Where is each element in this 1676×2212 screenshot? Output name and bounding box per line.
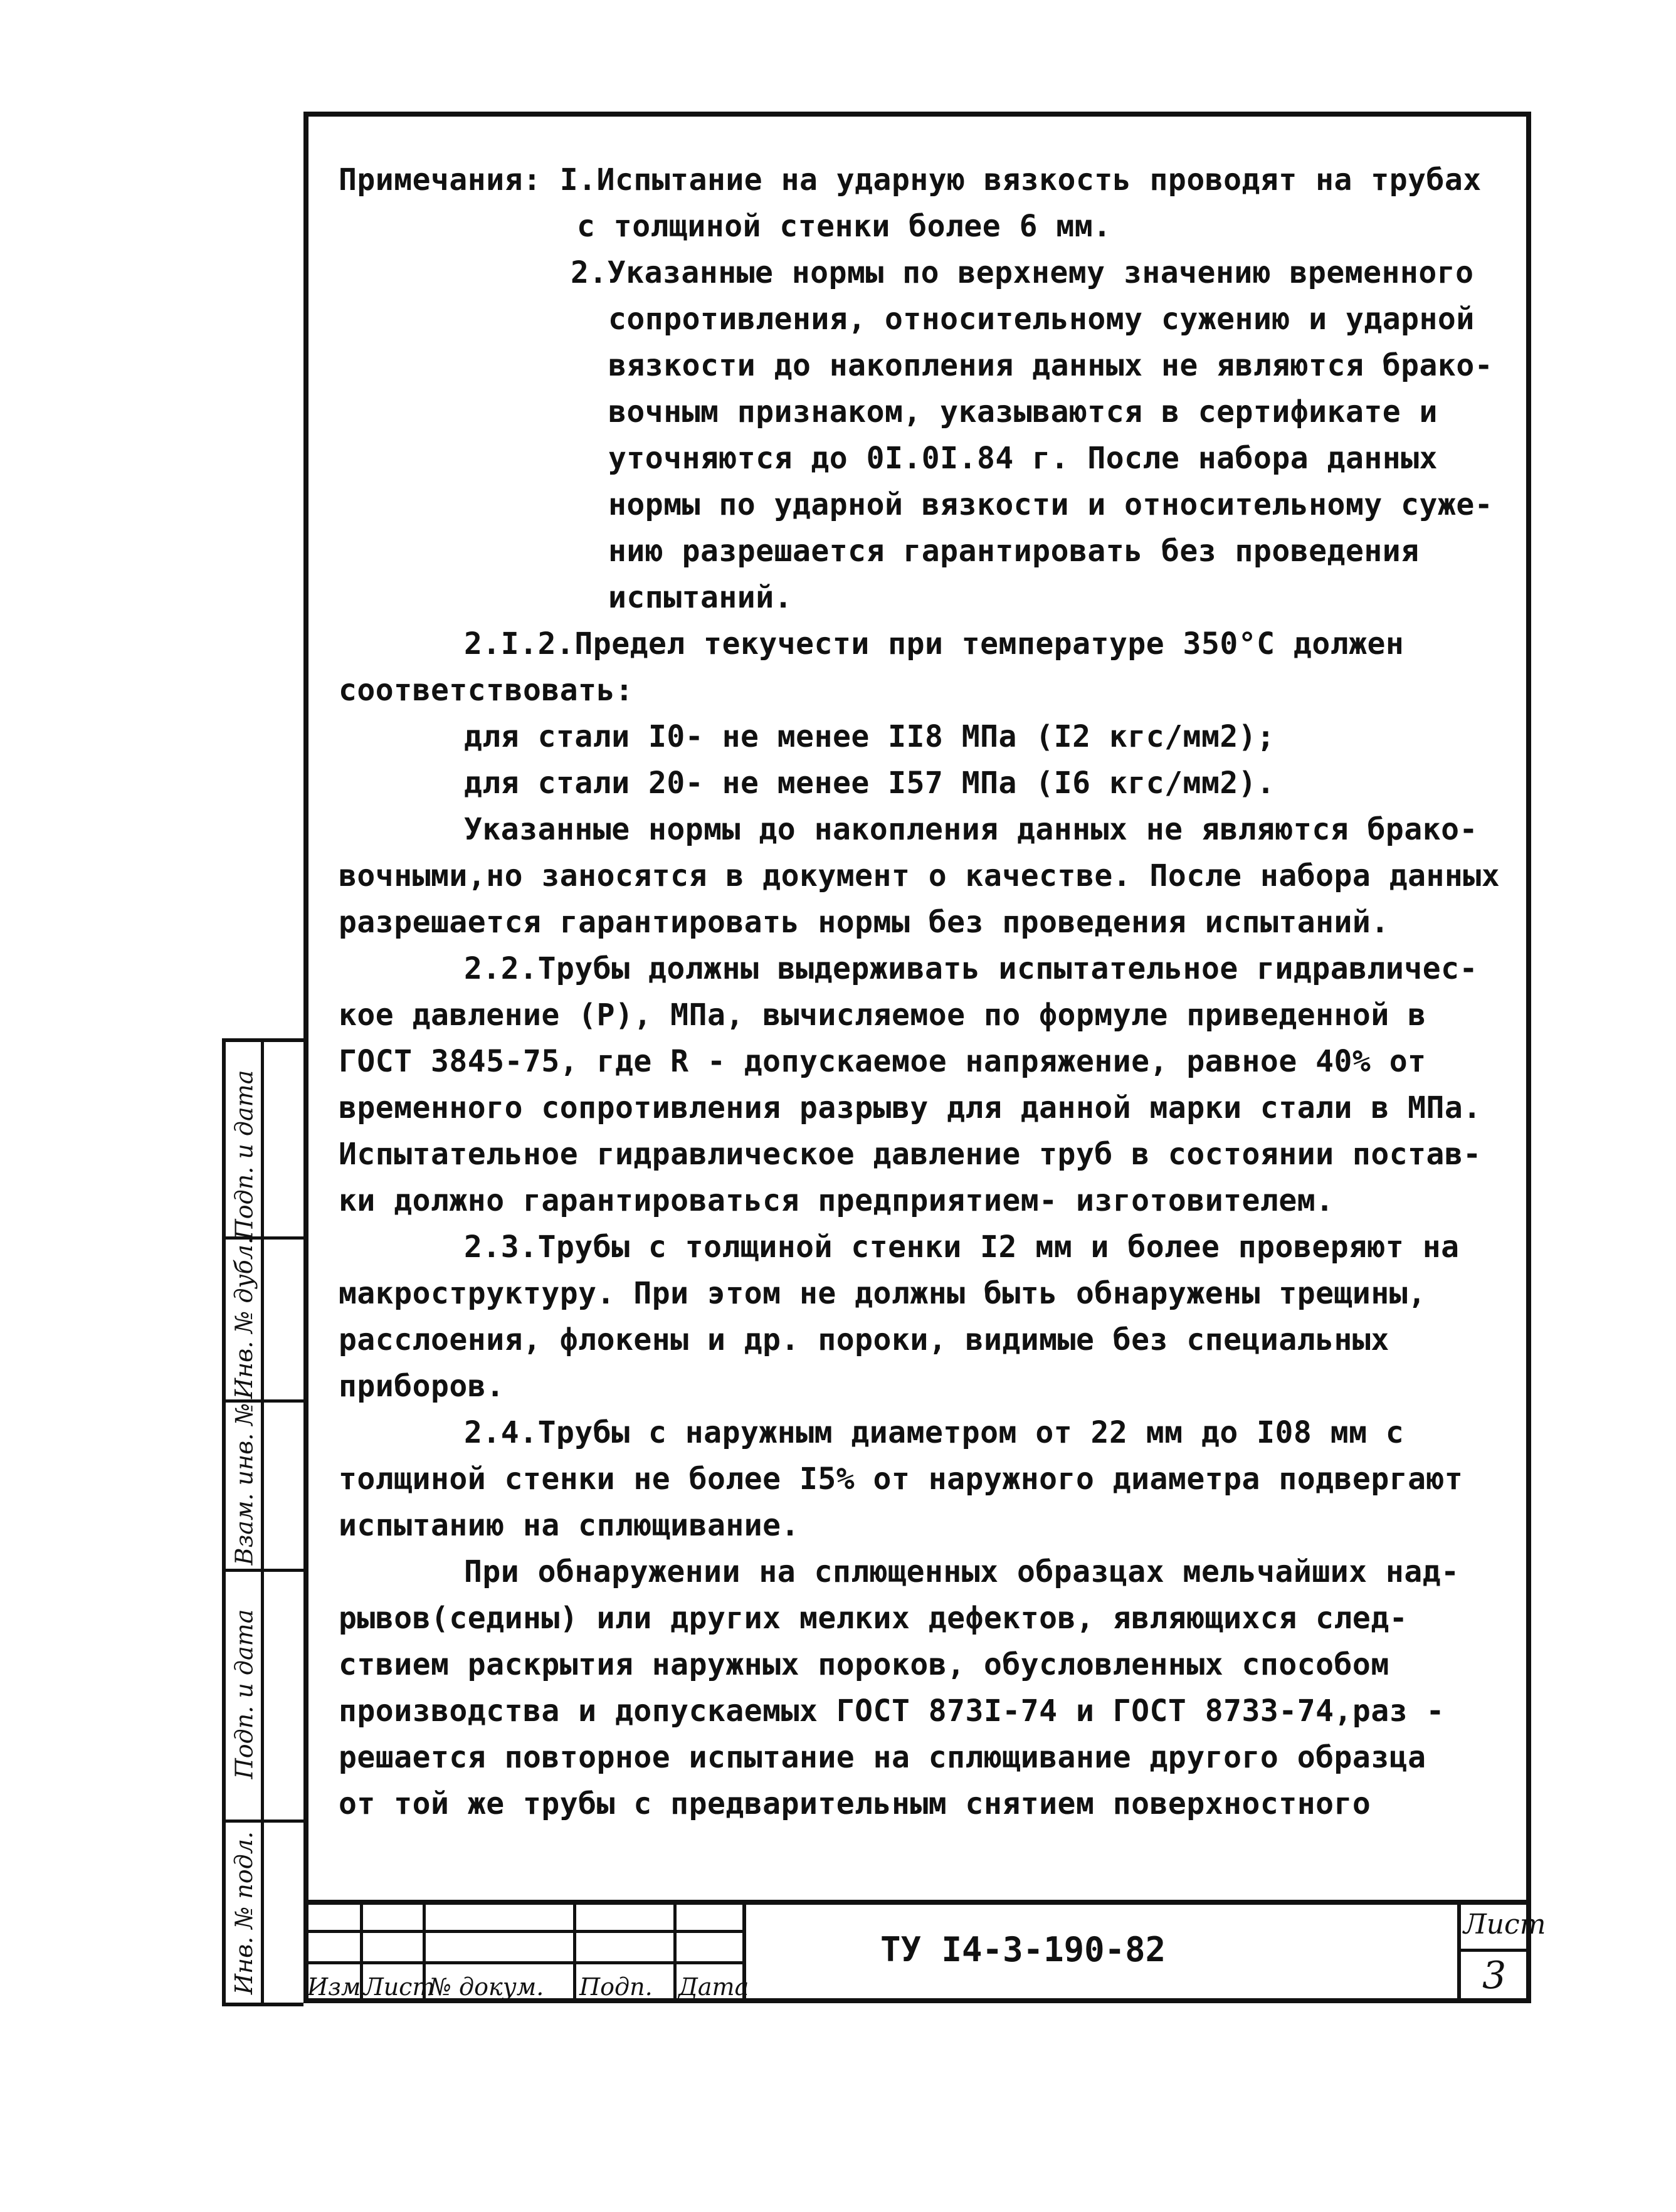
text-line: решается повторное испытание на сплющивание другого образца [339,1740,1426,1775]
revision-grid-row [303,1961,742,1964]
text-line: от той же трубы с предварительным снятием поверхностного [339,1786,1371,1821]
side-label-signature-date-top: Подп. и дата [230,1070,258,1240]
text-line: расслоения, флокены и др. пороки, видимые без специальных [339,1322,1389,1357]
title-block-divider [742,1905,746,2003]
text-line: вязкости до накопления данных не являются брако- [608,348,1494,383]
text-line: 2.2.Трубы должны выдерживать испытательное гидравличес- [464,951,1478,986]
text-line: ки должно гарантироваться предприятием- изготовителем. [339,1183,1334,1218]
text-line: сопротивления, относительному сужению и ударной [608,302,1475,337]
sheet-label: Лист [1463,1909,1546,1941]
document-code: ТУ I4-3-190-82 [880,1930,1166,1969]
text-line: 2.3.Трубы с толщиной стенки I2 мм и более проверяют на [464,1230,1460,1265]
revision-col-label: Подп. [579,1973,653,2001]
text-line: Указанные нормы до накопления данных не являются брако- [464,812,1478,847]
text-line: 2.I.2.Предел текучести при температуре 350°С должен [464,626,1405,661]
text-line: ГОСТ 3845-75, где R - допускаемое напряжение, равное 40% от [339,1044,1426,1079]
text-line: разрешается гарантировать нормы без проведения испытаний. [339,905,1389,940]
text-line: 2.Указанные нормы по верхнему значению временного [571,255,1474,290]
text-line: соответствовать: [339,673,634,708]
title-block [303,1900,1546,2003]
sheet-box-divider [1457,1905,1461,2003]
text-line: нию разрешается гарантировать без проведения [608,534,1420,569]
side-label-replace-inventory: Взам. инв. № [230,1403,258,1566]
text-line: испытанию на сплющивание. [339,1508,799,1543]
side-label-dup-inventory: Инв. № дубл. [230,1236,258,1399]
text-line: уточняются до 0I.0I.84 г. После набора данных [608,441,1438,476]
sheet-number: 3 [1482,1954,1507,1998]
text-line: вочным признаком, указываются в сертификате и [608,394,1438,429]
text-line: толщиной стенки не более I5% от наружного диаметра подвергают [339,1462,1463,1497]
text-line: временного сопротивления разрыву для данной марки стали в МПа. [339,1090,1482,1125]
revision-grid-col [573,1905,576,2003]
text-line: для стали I0- не менее II8 МПа (I2 кгс/мм2); [464,719,1275,754]
text-line: При обнаружении на сплющенных образцах мельчайших над- [464,1554,1460,1589]
text-line: нормы по ударной вязкости и относительному суже- [608,487,1494,522]
text-line: испытаний. [608,580,793,615]
sheet-box-row [1457,1949,1531,1952]
revision-col-label: Изм [307,1973,361,2001]
text-line: для стали 20- не менее I57 МПа (I6 кгс/мм2). [464,766,1275,801]
revision-grid-col [673,1905,677,2003]
revision-grid-row [303,1930,742,1933]
revision-col-label: Дата [678,1973,749,2001]
text-line: приборов. [339,1369,505,1404]
text-line: рывов(седины) или других мелких дефектов, являющихся след- [339,1601,1408,1636]
text-line: 2.4.Трубы с наружным диаметром от 22 мм до I08 мм с [464,1415,1405,1450]
side-stamp-strip [222,1038,303,2006]
text-line: ствием раскрытия наружных пороков, обусловленных способом [339,1647,1389,1682]
text-line: макроструктуру. При этом не должны быть обнаружены трещины, [339,1276,1426,1311]
revision-col-label: № докум. [429,1973,544,2001]
text-line: производства и допускаемых ГОСТ 873I-74 и ГОСТ 8733-74,раз - [339,1693,1445,1729]
side-label-signature-date-bottom: Подп. и дата [230,1609,258,1779]
text-line: Примечания: I.Испытание на ударную вязкость проводят на трубах [339,162,1482,198]
text-line: Испытательное гидравлическое давление труб в состоянии постав- [339,1137,1482,1172]
side-label-original-inventory: Инв. № подл. [230,1831,258,1995]
text-line: с толщиной стенки более 6 мм. [577,209,1112,244]
revision-grid [303,1905,749,2003]
text-line: кое давление (Р), МПа, вычисляемое по формуле приведенной в [339,998,1426,1033]
document-body [339,157,1524,1827]
text-line: вочными,но заносятся в документ о качестве. После набора данных [339,858,1500,893]
revision-col-label: Лист [364,1973,435,2001]
